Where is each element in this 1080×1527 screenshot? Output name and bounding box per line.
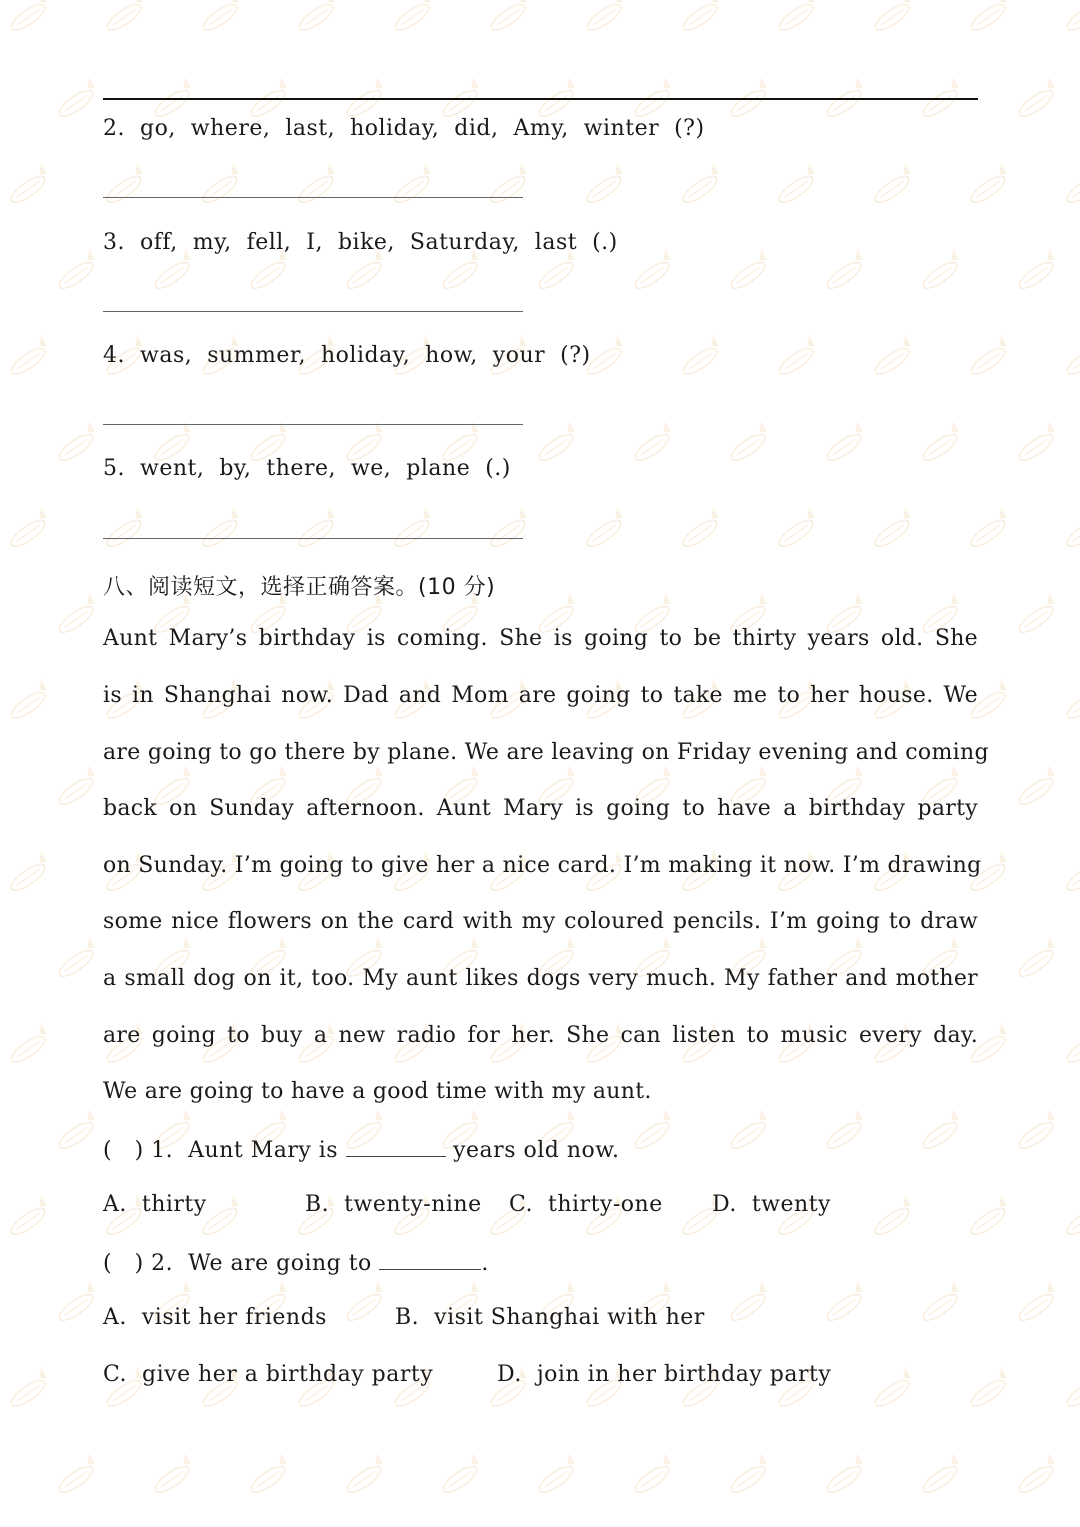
watermark-mark [820,1453,870,1497]
watermark-mark [52,1281,102,1325]
watermark-mark [100,507,150,551]
watermark-mark [484,163,534,207]
watermark-mark [196,163,246,207]
answer-bracket-2[interactable]: ( ) [103,1251,144,1276]
watermark-mark [1012,1109,1062,1153]
watermark-mark [1012,937,1062,981]
watermark-mark [484,0,534,35]
q2-option-d[interactable]: D. join in her birthday party [497,1362,832,1387]
watermark-mark [724,1281,774,1325]
q2-option-b[interactable]: B. visit Shanghai with her [395,1305,705,1330]
watermark-mark [1060,507,1080,551]
watermark-mark [52,249,102,293]
watermark-mark [4,163,54,207]
answer-line-2[interactable] [103,197,523,198]
watermark-mark [52,765,102,809]
watermark-mark [388,507,438,551]
watermark-mark [436,1453,486,1497]
question-1: ( ) 1. Aunt Mary is years old now. [103,1138,620,1163]
watermark-mark [676,0,726,35]
watermark-mark [532,421,582,465]
answer-line-4[interactable] [103,424,523,425]
watermark-mark [484,507,534,551]
watermark-mark [772,507,822,551]
watermark-mark [1012,249,1062,293]
top-answer-rule [103,98,978,100]
passage-line: is in Shanghai now. Dad and Mom are going to take me to her house. We [103,683,978,708]
watermark-mark [772,335,822,379]
watermark-mark [628,249,678,293]
section-heading: 八、阅读短文，选择正确答案。(10 分) [103,575,496,600]
fill-blank-1[interactable] [346,1136,446,1157]
watermark-mark [1012,765,1062,809]
watermark-mark [580,0,630,35]
answer-line-3[interactable] [103,311,523,312]
watermark-mark [916,1453,966,1497]
watermark-mark [1012,593,1062,637]
watermark-mark [4,1023,54,1067]
watermark-mark [676,163,726,207]
watermark-mark [868,507,918,551]
watermark-mark [916,249,966,293]
watermark-mark [4,1367,54,1411]
watermark-mark [244,1453,294,1497]
passage-line: Aunt Mary’s birthday is coming. She is going to be thirty years old. She [103,626,978,651]
q2-option-a[interactable]: A. visit her friends [103,1305,327,1330]
watermark-mark [292,0,342,35]
q1-option-d[interactable]: D. twenty [712,1192,831,1217]
watermark-mark [4,0,54,35]
q1-option-a[interactable]: A. thirty [103,1192,207,1217]
watermark-mark [532,249,582,293]
watermark-mark [1012,1281,1062,1325]
watermark-mark [964,0,1014,35]
watermark-mark [868,1195,918,1239]
watermark-mark [916,421,966,465]
watermark-mark [1060,1195,1080,1239]
watermark-mark [724,1453,774,1497]
watermark-mark [868,163,918,207]
watermark-mark [868,1367,918,1411]
watermark-mark [820,249,870,293]
passage-line: a small dog on it, too. My aunt likes dogs very much. My father and mother [103,966,978,991]
watermark-mark [52,593,102,637]
watermark-mark [100,163,150,207]
watermark-mark [532,1453,582,1497]
watermark-mark [388,163,438,207]
watermark-mark [1012,421,1062,465]
watermark-mark [820,421,870,465]
passage-line: We are going to have a good time with my aunt. [103,1079,652,1104]
watermark-mark [196,507,246,551]
watermark-mark [964,335,1014,379]
q2-option-c[interactable]: C. give her a birthday party [103,1362,434,1387]
answer-bracket-1[interactable]: ( ) [103,1138,144,1163]
watermark-mark [292,507,342,551]
watermark-mark [580,507,630,551]
watermark-mark [4,507,54,551]
watermark-mark [772,0,822,35]
question-2: ( ) 2. We are going to . [103,1251,489,1276]
watermark-mark [1012,1453,1062,1497]
watermark-mark [1060,163,1080,207]
q1-option-b[interactable]: B. twenty-nine [305,1192,482,1217]
watermark-mark [4,851,54,895]
watermark-mark [916,1109,966,1153]
watermark-mark [1060,679,1080,723]
watermark-mark [1060,335,1080,379]
reorder-item-3: 3. off, my, fell, I, bike, Saturday, last (.) [103,230,618,255]
watermark-mark [724,249,774,293]
watermark-mark [580,163,630,207]
watermark-mark [820,1109,870,1153]
watermark-mark [964,163,1014,207]
watermark-mark [340,1281,390,1325]
watermark-mark [724,1109,774,1153]
watermark-mark [1060,1023,1080,1067]
watermark-mark [4,1195,54,1239]
watermark-mark [628,421,678,465]
passage-line: back on Sunday afternoon. Aunt Mary is going to have a birthday party [103,796,978,821]
watermark-mark [292,163,342,207]
passage-line: some nice flowers on the card with my coloured pencils. I’m going to draw [103,909,978,934]
reorder-item-5: 5. went, by, there, we, plane (.) [103,456,511,481]
watermark-mark [964,507,1014,551]
watermark-mark [244,249,294,293]
watermark-mark [964,1367,1014,1411]
fill-blank-2[interactable] [379,1249,481,1270]
answer-line-5[interactable] [103,538,523,539]
watermark-mark [52,937,102,981]
reorder-item-2: 2. go, where, last, holiday, did, Amy, winter (?) [103,116,705,141]
watermark-mark [1060,1367,1080,1411]
reorder-item-4: 4. was, summer, holiday, how, your (?) [103,343,591,368]
watermark-mark [196,0,246,35]
watermark-mark [676,335,726,379]
watermark-mark [340,1453,390,1497]
passage-line: are going to buy a new radio for her. She can listen to music every day. [103,1023,978,1048]
watermark-mark [724,421,774,465]
watermark-mark [4,335,54,379]
watermark-mark [916,1281,966,1325]
watermark-mark [628,1453,678,1497]
watermark-mark [148,1453,198,1497]
watermark-mark [820,1281,870,1325]
watermark-mark [52,1453,102,1497]
watermark-mark [772,163,822,207]
watermark-mark [436,249,486,293]
watermark-mark [388,0,438,35]
watermark-mark [1060,0,1080,35]
watermark-mark [1060,851,1080,895]
watermark-mark [4,679,54,723]
watermark-mark [52,77,102,121]
watermark-mark [340,249,390,293]
passage-line: on Sunday. I’m going to give her a nice card. I’m making it now. I’m drawing [103,853,982,878]
watermark-mark [868,335,918,379]
watermark-mark [868,0,918,35]
passage-line: are going to go there by plane. We are leaving on Friday evening and coming [103,740,989,765]
q1-option-c[interactable]: C. thirty-one [509,1192,663,1217]
watermark-mark [52,421,102,465]
watermark-mark [1012,77,1062,121]
watermark-mark [148,249,198,293]
watermark-mark [676,507,726,551]
watermark-mark [964,1195,1014,1239]
watermark-mark [52,1109,102,1153]
watermark-mark [100,0,150,35]
watermark-mark [628,1109,678,1153]
